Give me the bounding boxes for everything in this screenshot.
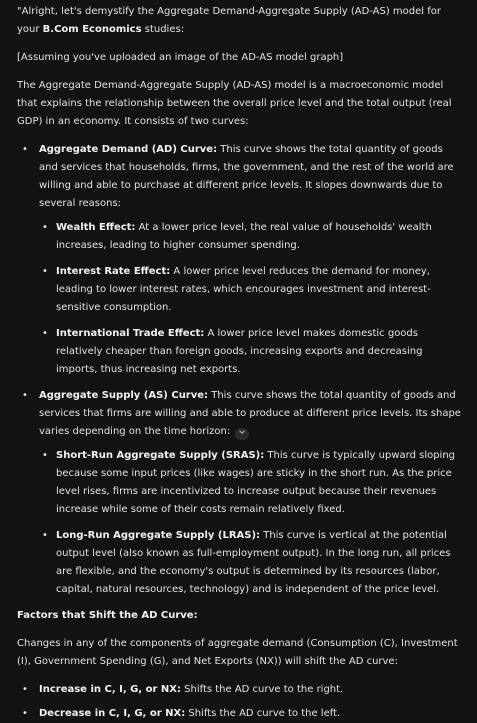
- list-item-as: [17, 387, 463, 599]
- decrease-title: Decrease in C, I, G, or NX:: [39, 708, 186, 719]
- overview-paragraph: The Aggregate Demand-Aggregate Supply (AD-AS) model is a macroeconomic model that explains the relationship between the overall price level and the total output (real GDP) in an economy. It consists of two curves:: [17, 80, 452, 127]
- list-item-ad: [17, 141, 463, 379]
- lras-text: This curve is vertical at the potential output level (also known as full-employment output). In the long run, all prices are flexible, and the economy's output is determined by its resources (labor, capital, natural resources, technology) and is independent of the price level.: [56, 530, 451, 595]
- wealth-effect-text: At a lower price level, the real value of households' wealth increases, leading to higher consumer spending.: [56, 222, 432, 251]
- list-item-sras: [39, 447, 463, 519]
- intro-paragraph: [17, 3, 463, 39]
- ad-reasons-list: [39, 219, 463, 379]
- bullet-icon: •: [42, 266, 48, 277]
- increase-text: Shifts the AD curve to the right.: [180, 684, 344, 695]
- as-types-list: [39, 447, 463, 599]
- ad-text: This curve shows the total quantity of goods and services that households, firms, the government, and the rest of the world are willing and able to purchase at different price levels. It slopes downwards due to several reasons:: [39, 144, 454, 209]
- as-title: Aggregate Supply (AS) Curve:: [39, 390, 209, 401]
- decrease-text: Shifts the AD curve to the left.: [185, 708, 341, 719]
- interest-rate-effect-text: A lower price level reduces the demand for money, leading to lower interest rates, which encourages investment and interest-sensitive consumption.: [56, 266, 431, 313]
- bullet-icon: •: [42, 450, 48, 461]
- bullet-icon: •: [22, 684, 28, 695]
- lras-title: Long-Run Aggregate Supply (LRAS):: [56, 530, 261, 541]
- international-trade-effect-title: International Trade Effect:: [56, 328, 205, 339]
- intro-prefix: "Alright, let's demystify the Aggregate Demand-Aggregate Supply (AD-AS) model for your: [17, 6, 441, 35]
- ad-title: Aggregate Demand (AD) Curve:: [39, 144, 218, 155]
- bullet-icon: •: [22, 390, 28, 401]
- list-item-increase: [17, 681, 463, 699]
- bullet-icon: •: [22, 144, 28, 155]
- shift-paragraph: Changes in any of the components of aggregate demand (Consumption (C), Investment (I), Government Spending (G), and Net Exports (NX)) will shift the AD curve:: [17, 638, 458, 667]
- increase-title: Increase in C, I, G, or NX:: [39, 684, 181, 695]
- list-item-interest-rate-effect: [39, 263, 463, 317]
- shift-list: [17, 681, 463, 723]
- expand-chevron-button[interactable]: [235, 428, 249, 440]
- curves-list: [17, 141, 463, 599]
- intro-bold: B.Com Economics: [42, 24, 142, 35]
- list-item-international-trade-effect: [39, 325, 463, 379]
- as-text: This curve shows the total quantity of goods and services that firms are willing and able to produce at different price levels. Its shape varies depending on the time horizon:: [39, 390, 461, 437]
- sras-text: This curve is typically upward sloping because some input prices (like wages) are sticky in the short run. As the price level rises, firms are incentivized to increase output because their revenues increase while some of their costs remain relatively fixed.: [56, 450, 456, 515]
- wealth-effect-title: Wealth Effect:: [56, 222, 136, 233]
- shift-heading: Factors that Shift the AD Curve:: [17, 610, 198, 621]
- bullet-icon: •: [42, 222, 48, 233]
- bullet-icon: •: [42, 530, 48, 541]
- chevron-down-icon: [238, 428, 246, 436]
- bullet-icon: •: [22, 708, 28, 719]
- international-trade-effect-text: A lower price level makes domestic goods relatively cheaper than foreign goods, increasing exports and decreasing imports, thus increasing net exports.: [56, 328, 423, 375]
- interest-rate-effect-title: Interest Rate Effect:: [56, 266, 171, 277]
- assumption-paragraph: [Assuming you've uploaded an image of the AD-AS model graph]: [17, 52, 344, 63]
- list-item-decrease: [17, 705, 463, 723]
- list-item-lras: [39, 527, 463, 599]
- intro-suffix: studies:: [141, 24, 185, 35]
- list-item-wealth-effect: [39, 219, 463, 255]
- sras-title: Short-Run Aggregate Supply (SRAS):: [56, 450, 265, 461]
- bullet-icon: •: [42, 328, 48, 339]
